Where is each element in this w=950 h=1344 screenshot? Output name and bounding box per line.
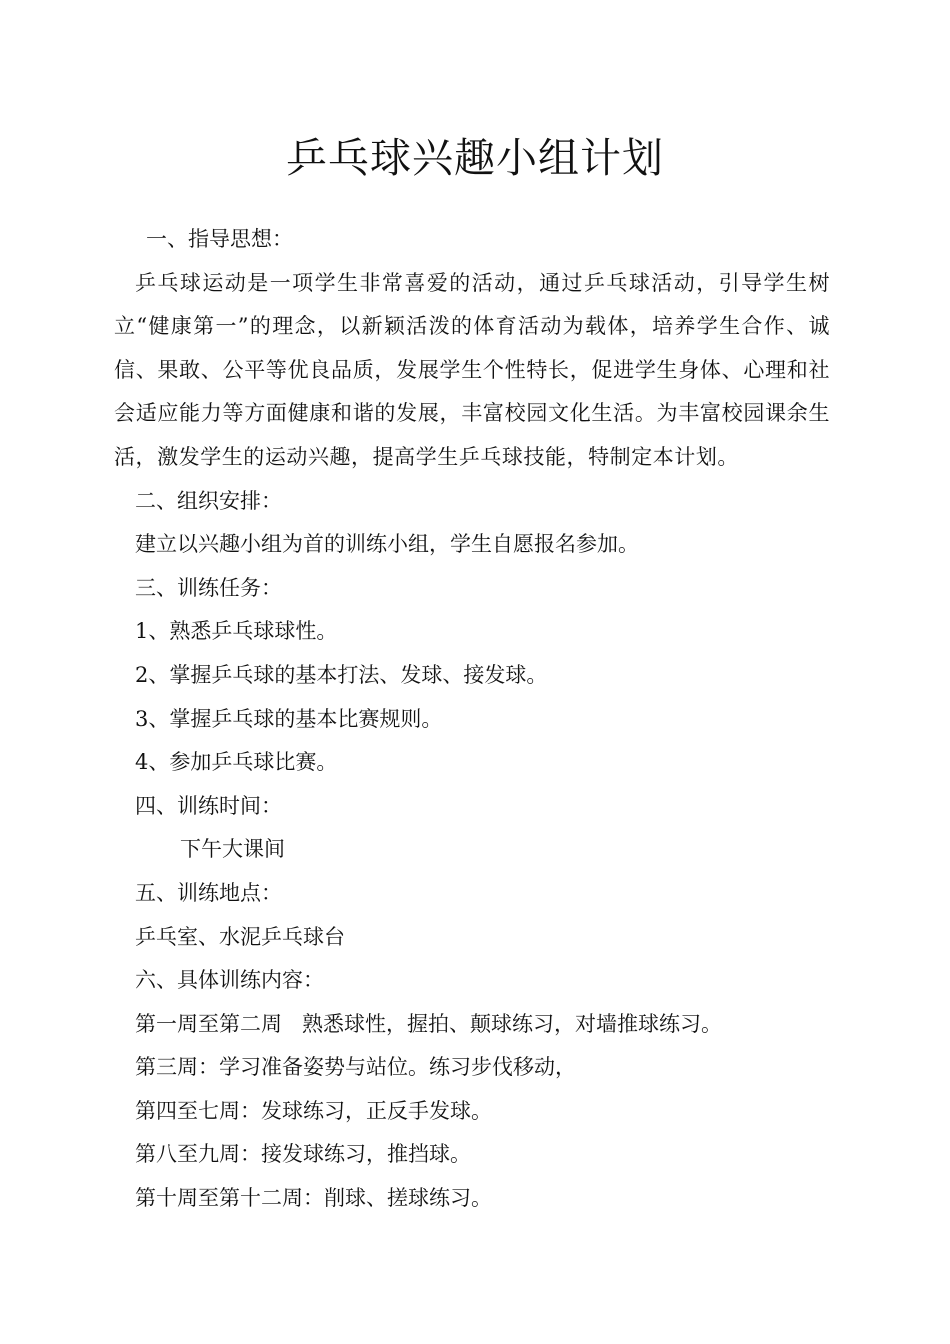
task-item: 3、掌握乒乓球的基本比赛规则。 <box>135 706 443 731</box>
content-item: 第十周至第十二周：削球、搓球练习。 <box>135 1186 492 1211</box>
document-title: 乒乓球兴趣小组计划 <box>286 134 664 182</box>
content-item: 第三周：学习准备姿势与站位。练习步伐移动， <box>135 1055 576 1080</box>
organization-text: 建立以兴趣小组为首的训练小组，学生自愿报名参加。 <box>135 532 639 557</box>
section-heading-organization: 二、组织安排： <box>135 488 282 513</box>
content-item: 第一周至第二周 熟悉球性，握拍、颠球练习，对墙推球练习。 <box>135 1011 723 1036</box>
section-heading-time: 四、训练时间： <box>135 793 282 818</box>
task-item: 4、参加乒乓球比赛。 <box>135 750 338 775</box>
document-body <box>114 218 830 1221</box>
time-text: 下午大课间 <box>180 837 285 862</box>
content-item: 第八至九周：接发球练习，推挡球。 <box>135 1142 471 1167</box>
content-item: 第四至七周：发球练习，正反手发球。 <box>135 1098 492 1123</box>
section-heading-guiding: 一、指导思想： <box>146 227 293 251</box>
task-item: 1、熟悉乒乓球球性。 <box>135 619 338 644</box>
section-heading-tasks: 三、训练任务： <box>135 575 282 600</box>
section-heading-content: 六、具体训练内容： <box>135 968 324 993</box>
place-text: 乒乓室、水泥乒乓球台 <box>135 924 345 949</box>
guiding-paragraph: 乒乓球运动是一项学生非常喜爱的活动，通过乒乓球活动，引导学生树立“健康第一”的理念，以新颖活泼的体育活动为载体，培养学生合作、诚信、果敢、公平等优良品质，发展学生个性特长，促进学生身体、心理和社会适应能力等方面健康和谐的发展，丰富校园文化生活。为丰富校园课余生活，激发学生的运动兴趣，提高学生乒乓球技能，特制定本计划。 <box>114 270 830 469</box>
task-item: 2、掌握乒乓球的基本打法、发球、接发球。 <box>135 662 548 687</box>
section-heading-place: 五、训练地点： <box>135 880 282 905</box>
